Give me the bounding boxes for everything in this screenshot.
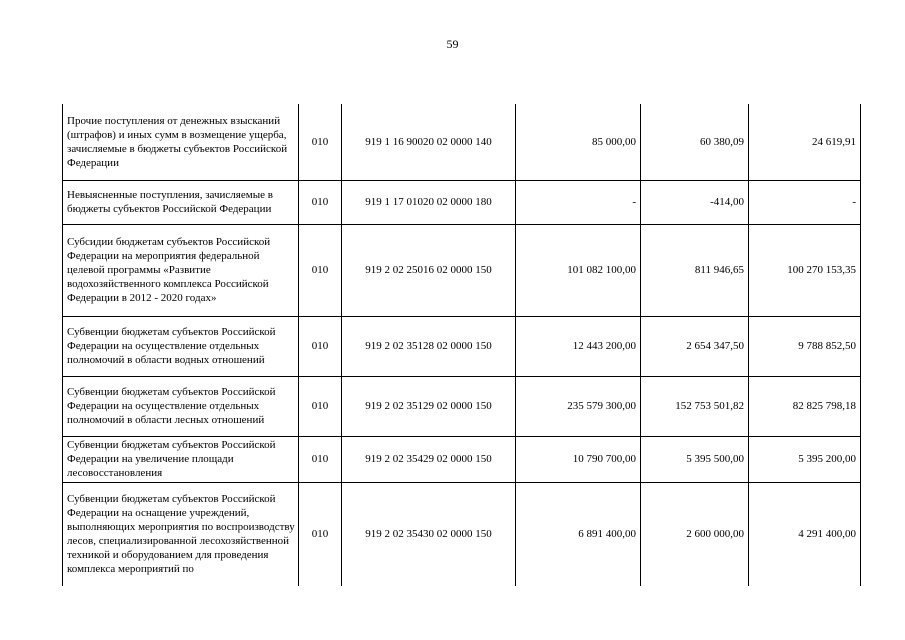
row-code: 010 [299,376,342,436]
row-name-cell [63,316,299,376]
row-approved: 235 579 300,00 [516,376,641,436]
table-row [63,104,861,180]
row-unexecuted: 24 619,91 [749,104,861,180]
row-name: Субвенции бюджетам субъектов Российской Федерации на осуществление отдельных полномочий в области водных отношений [67,326,276,366]
table-row [63,224,861,316]
row-kbk: 919 2 02 35430 02 0000 150 [342,482,516,586]
row-name-cell [63,436,299,482]
row-kbk: 919 2 02 35128 02 0000 150 [342,316,516,376]
row-name: Субвенции бюджетам субъектов Российской Федерации на осуществление отдельных полномочий в области лесных отношений [67,386,276,426]
row-approved: - [516,180,641,224]
row-kbk: 919 2 02 35129 02 0000 150 [342,376,516,436]
row-name: Субвенции бюджетам субъектов Российской Федерации на увеличение площади лесовосстановления [67,439,276,479]
table-row [63,316,861,376]
row-code: 010 [299,316,342,376]
row-unexecuted: 5 395 200,00 [749,436,861,482]
row-code: 010 [299,224,342,316]
row-executed: 2 654 347,50 [641,316,749,376]
table-row [63,436,861,482]
row-code: 010 [299,180,342,224]
table-row [63,482,861,586]
page-number: 59 [446,37,459,51]
row-name-cell [63,376,299,436]
row-name-cell [63,224,299,316]
row-name: Субсидии бюджетам субъектов Российской Федерации на мероприятия федеральной целевой программы «Развитие водохозяйственного комплекса Российской Федерации в 2012 - 2020 годах» [67,236,271,304]
row-executed: 152 753 501,82 [641,376,749,436]
row-approved: 12 443 200,00 [516,316,641,376]
row-unexecuted: 4 291 400,00 [749,482,861,586]
row-approved: 10 790 700,00 [516,436,641,482]
table-row [63,376,861,436]
row-executed: 811 946,65 [641,224,749,316]
row-unexecuted: 82 825 798,18 [749,376,861,436]
row-approved: 101 082 100,00 [516,224,641,316]
row-code: 010 [299,482,342,586]
row-name: Прочие поступления от денежных взысканий (штрафов) и иных сумм в возмещение ущерба, зачисляемые в бюджеты субъектов Российской Федерации [67,114,288,169]
row-code: 010 [299,104,342,180]
row-executed: 5 395 500,00 [641,436,749,482]
row-approved: 6 891 400,00 [516,482,641,586]
row-executed: -414,00 [641,180,749,224]
table-row [63,180,861,224]
row-approved: 85 000,00 [516,104,641,180]
row-kbk: 919 1 17 01020 02 0000 180 [342,180,516,224]
row-name: Субвенции бюджетам субъектов Российской Федерации на оснащение учреждений, выполняющих мероприятия по воспроизводству лесов, специализированной лесохозяйственной техникой и оборудованием для проведения комплекса мероприятий по [67,493,295,576]
row-kbk: 919 1 16 90020 02 0000 140 [342,104,516,180]
row-name-cell [63,180,299,224]
row-name: Невыясненные поступления, зачисляемые в бюджеты субъектов Российской Федерации [67,189,273,215]
row-code: 010 [299,436,342,482]
row-executed: 60 380,09 [641,104,749,180]
row-unexecuted: 100 270 153,35 [749,224,861,316]
row-kbk: 919 2 02 25016 02 0000 150 [342,224,516,316]
row-unexecuted: - [749,180,861,224]
row-executed: 2 600 000,00 [641,482,749,586]
row-name-cell [63,482,299,586]
row-kbk: 919 2 02 35429 02 0000 150 [342,436,516,482]
budget-table [62,104,861,586]
row-name-cell [63,104,299,180]
row-unexecuted: 9 788 852,50 [749,316,861,376]
